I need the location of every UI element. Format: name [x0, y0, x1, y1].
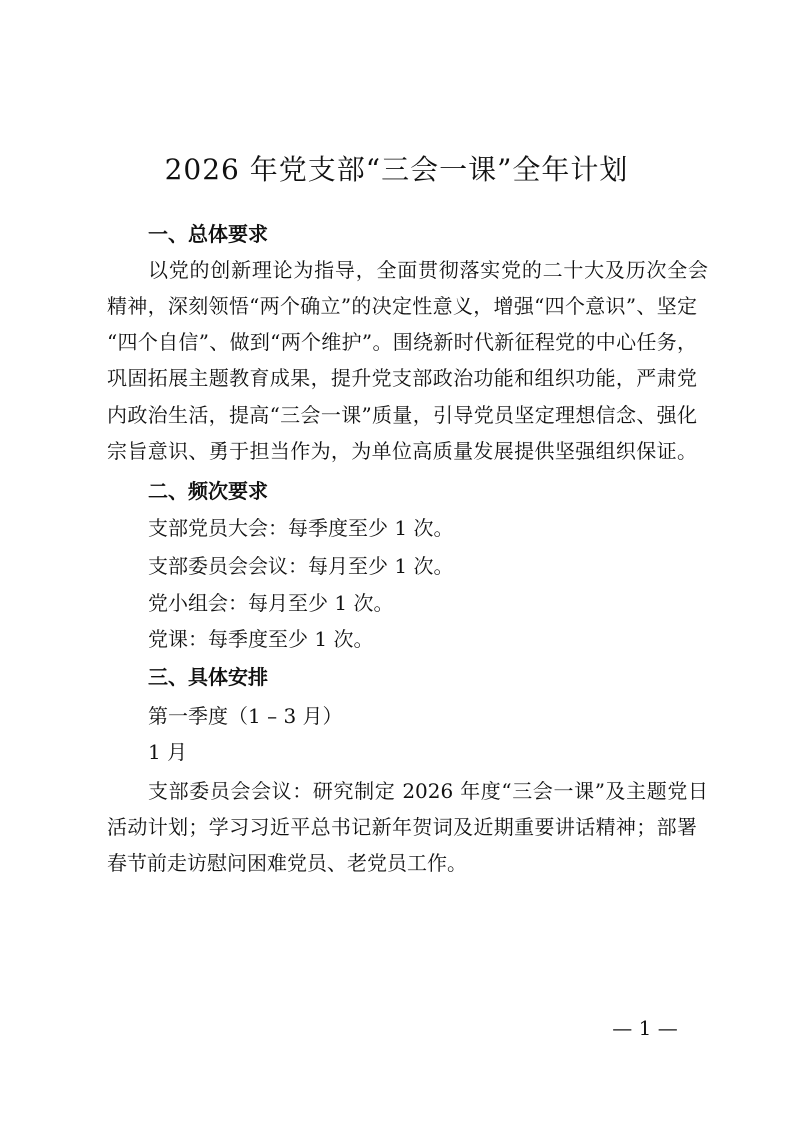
paragraph-line: 支部委员会会议：研究制定 2026 年度“三会一课”及主题党日: [148, 779, 708, 803]
paragraph-line: 春节前走访慰问困难党员、老党员工作。: [107, 851, 467, 875]
paragraph-line: 精神，深刻领悟“两个确立”的决定性意义，增强“四个意识”、坚定: [107, 294, 697, 318]
month-label: 1 月: [148, 740, 188, 764]
frequency-item: 党小组会：每月至少 1 次。: [148, 591, 394, 615]
frequency-item: 党课：每季度至少 1 次。: [148, 627, 374, 651]
document-title: 2026 年党支部“三会一课”全年计划: [164, 153, 629, 186]
section-heading-frequency: 二、频次要求: [148, 479, 268, 503]
quarter-label: 第一季度（1 – 3 月）: [148, 704, 343, 728]
frequency-item: 支部党员大会：每季度至少 1 次。: [148, 516, 454, 540]
paragraph-line: 宗旨意识、勇于担当作为，为单位高质量发展提供坚强组织保证。: [107, 439, 697, 463]
paragraph-line: “四个自信”、做到“两个维护”。围绕新时代新征程党的中心任务，: [107, 330, 697, 354]
paragraph-line: 内政治生活，提高“三会一课”质量，引导党员坚定理想信念、强化: [107, 403, 697, 427]
paragraph-line: 以党的创新理论为指导，全面贯彻落实党的二十大及历次全会: [148, 258, 708, 282]
paragraph-line: 活动计划；学习习近平总书记新年贺词及近期重要讲话精神；部署: [107, 815, 697, 839]
frequency-item: 支部委员会会议：每月至少 1 次。: [148, 554, 454, 578]
section-heading-schedule: 三、具体安排: [148, 665, 268, 689]
page-number: — 1 —: [612, 1016, 678, 1040]
paragraph-line: 巩固拓展主题教育成果，提升党支部政治功能和组织功能，严肃党: [107, 366, 697, 390]
section-heading-general: 一、总体要求: [148, 222, 268, 246]
